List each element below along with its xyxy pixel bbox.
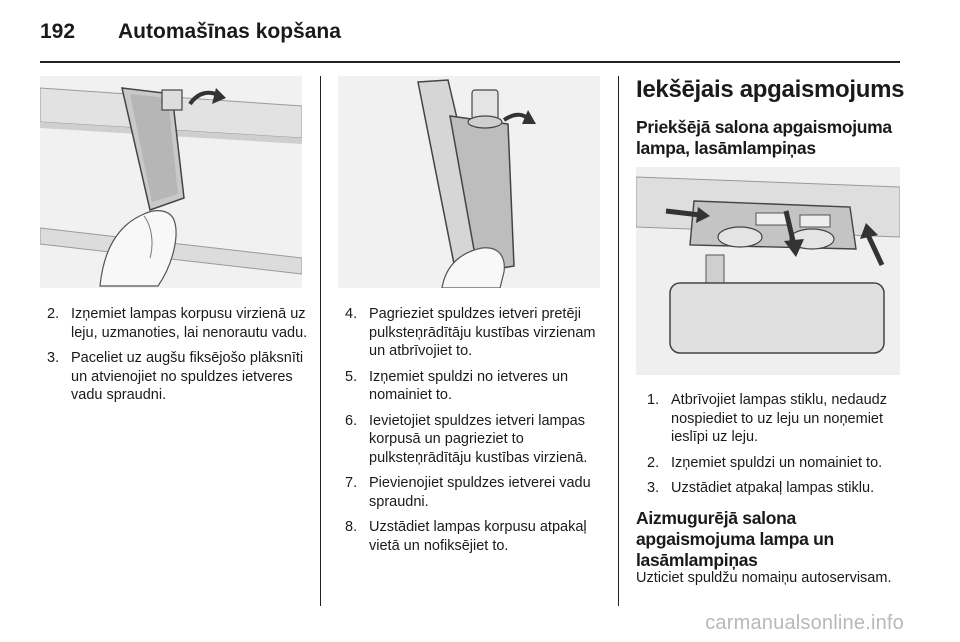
column2-steps bbox=[345, 305, 607, 562]
step-number: 4. bbox=[345, 306, 358, 322]
step-text: Uzstādiet lampas korpusu atpakaļ vietā un nofiksējiet to. bbox=[369, 519, 587, 554]
step-text: Atbrīvojiet lampas stiklu, nedaudz nospiediet to uz leju un noņemiet ieslīpi uz leju. bbox=[671, 392, 887, 445]
step-text: Izņemiet spuldzi un nomainiet to. bbox=[671, 454, 883, 471]
list-item bbox=[345, 518, 607, 555]
step-text: Uzstādiet atpakaļ lampas stiklu. bbox=[671, 480, 875, 496]
list-item bbox=[345, 368, 607, 405]
step-number: 7. bbox=[345, 475, 358, 491]
page-title: Automašīnas kopšana bbox=[118, 20, 341, 43]
rear-lamp-heading: Aizmugurējā salona apgaismojuma lampa un lasāmlampiņas bbox=[636, 508, 834, 570]
watermark: carmanualsonline.info bbox=[705, 612, 904, 634]
step-text: Izņemiet spuldzi no ietveres un nomainiet to. bbox=[369, 368, 569, 403]
step-number: 5. bbox=[345, 368, 358, 385]
list-item bbox=[647, 391, 909, 447]
column-divider-2 bbox=[618, 76, 619, 606]
rear-lamp-text: Uzticiet spuldžu nomaiņu autoservisam. bbox=[636, 570, 892, 586]
step-text: Izņemiet lampas korpusu virzienā uz leju, uzmanoties, lai nenorautu vadu. bbox=[71, 306, 308, 341]
step-text: Pievienojiet spuldzes ietverei vadu spraudni. bbox=[369, 475, 591, 510]
column3-steps bbox=[647, 391, 909, 505]
list-item bbox=[647, 454, 909, 473]
page-number: 192 bbox=[40, 20, 76, 43]
column1-steps bbox=[47, 305, 309, 412]
header-rule bbox=[40, 61, 900, 63]
step-number: 8. bbox=[345, 519, 358, 535]
step-number: 6. bbox=[345, 412, 358, 429]
step-number: 2. bbox=[647, 454, 660, 471]
step-text: Ievietojiet spuldzes ietveri lampas korpusā un pagrieziet to pulksteņrādītāju kustības virzienā. bbox=[369, 412, 588, 466]
step-number: 1. bbox=[647, 392, 660, 408]
step-number: 3. bbox=[47, 350, 60, 366]
column-divider-1 bbox=[320, 76, 321, 606]
list-item bbox=[345, 412, 607, 468]
illustration-front-interior-lamp bbox=[636, 167, 900, 375]
illustration-lamp-housing-removal bbox=[40, 76, 302, 288]
step-text: Paceliet uz augšu fiksējošo plāksnīti un atvienojiet no spuldzes ietveres vadu spraudni. bbox=[71, 350, 304, 403]
step-number: 2. bbox=[47, 306, 60, 322]
section-title: Iekšējais apgaismojums bbox=[636, 76, 905, 103]
list-item bbox=[345, 474, 607, 511]
step-number: 3. bbox=[647, 480, 660, 496]
step-text: Pagrieziet spuldzes ietveri pretēji pulksteņrādītāju kustības virzienam un atbrīvojiet to. bbox=[369, 306, 596, 359]
front-lamp-heading: Priekšējā salona apgaismojuma lampa, lasāmlampiņas bbox=[636, 117, 892, 158]
list-item bbox=[647, 479, 909, 498]
list-item bbox=[47, 349, 309, 405]
list-item bbox=[345, 305, 607, 361]
list-item bbox=[47, 305, 309, 342]
illustration-bulb-socket-rotation bbox=[338, 76, 600, 288]
